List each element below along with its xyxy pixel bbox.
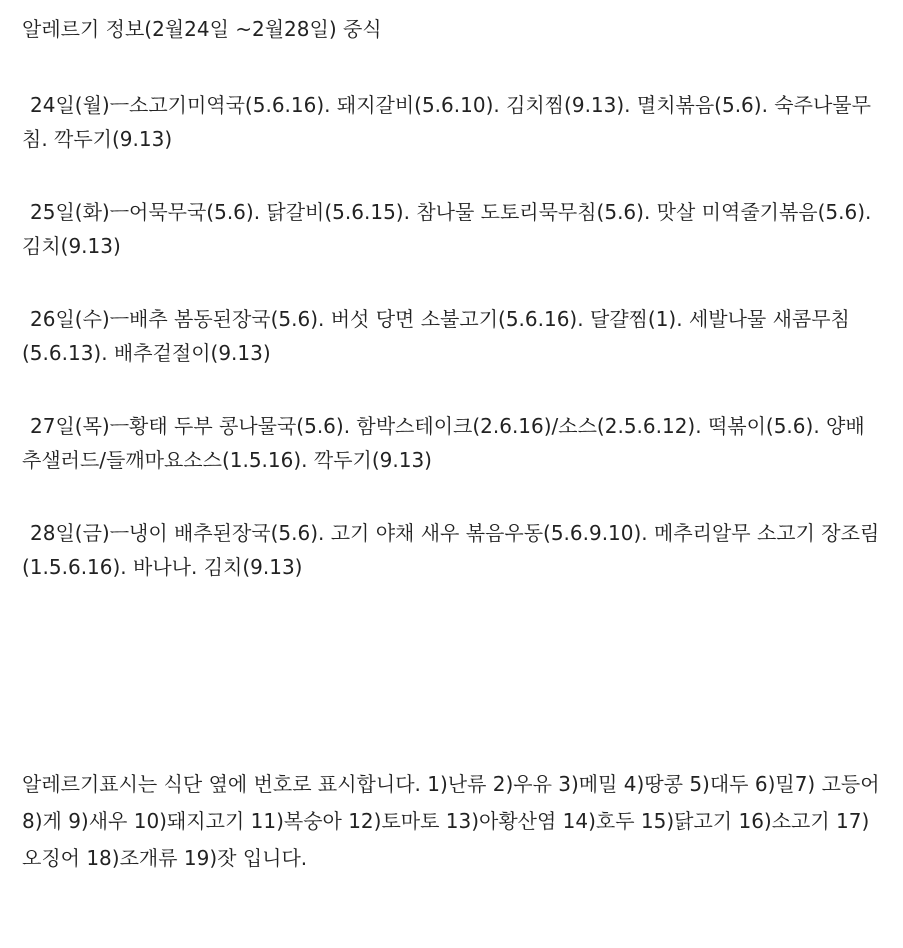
menu-entry-text: 28일(금)ㅡ냉이 배추된장국(5.6). 고기 야채 새우 볶음우동(5.6.9.10). 메추리알무 소고기 장조림(1.5.6.16). 바나나. 김치(9.13) [22,521,880,579]
document-title: 알레르기 정보(2월24일 ~2월28일) 중식 [22,17,382,41]
menu-entry-text: 27일(목)ㅡ황태 두부 콩나물국(5.6). 함박스테이크(2.6.16)/소스(2.5.6.12). 떡볶이(5.6). 양배추샐러드/들깨마요소스(1.5.16). 깍두기(9.13) [22,414,865,472]
menu-entry-text: 25일(화)ㅡ어묵무국(5.6). 닭갈비(5.6.15). 참나물 도토리묵무침(5.6). 맛살 미역줄기볶음(5.6). 김치(9.13) [22,200,872,258]
allergy-note: 알레르기표시는 식단 옆에 번호로 표시합니다. 1)난류 2)우유 3)메밀 4)땅콩 5)대두 6)밀7) 고등어 8)게 9)새우 10)돼지고기 11)복숭아 12)토마토 13)아황산염 14)호두 15)닭고기 16)소고기 17)오징어 18)조개류 19)잣 입니다. [22,772,880,870]
menu-entry-26 [22,302,883,370]
menu-entry-24 [22,88,883,156]
blank-space [22,623,883,766]
menu-entry-28 [22,516,883,584]
menu-entry-text: 26일(수)ㅡ배추 봄동된장국(5.6). 버섯 당면 소불고기(5.6.16). 달걀찜(1). 세발나물 새콤무침(5.6.13). 배추겉절이(9.13) [22,307,850,365]
menu-entry-27 [22,409,883,477]
menu-entry-text: 24일(월)ㅡ소고기미역국(5.6.16). 돼지갈비(5.6.10). 김치찜(9.13). 멸치볶음(5.6). 숙주나물무침. 깍두기(9.13) [22,93,871,151]
menu-entry-25 [22,195,883,263]
